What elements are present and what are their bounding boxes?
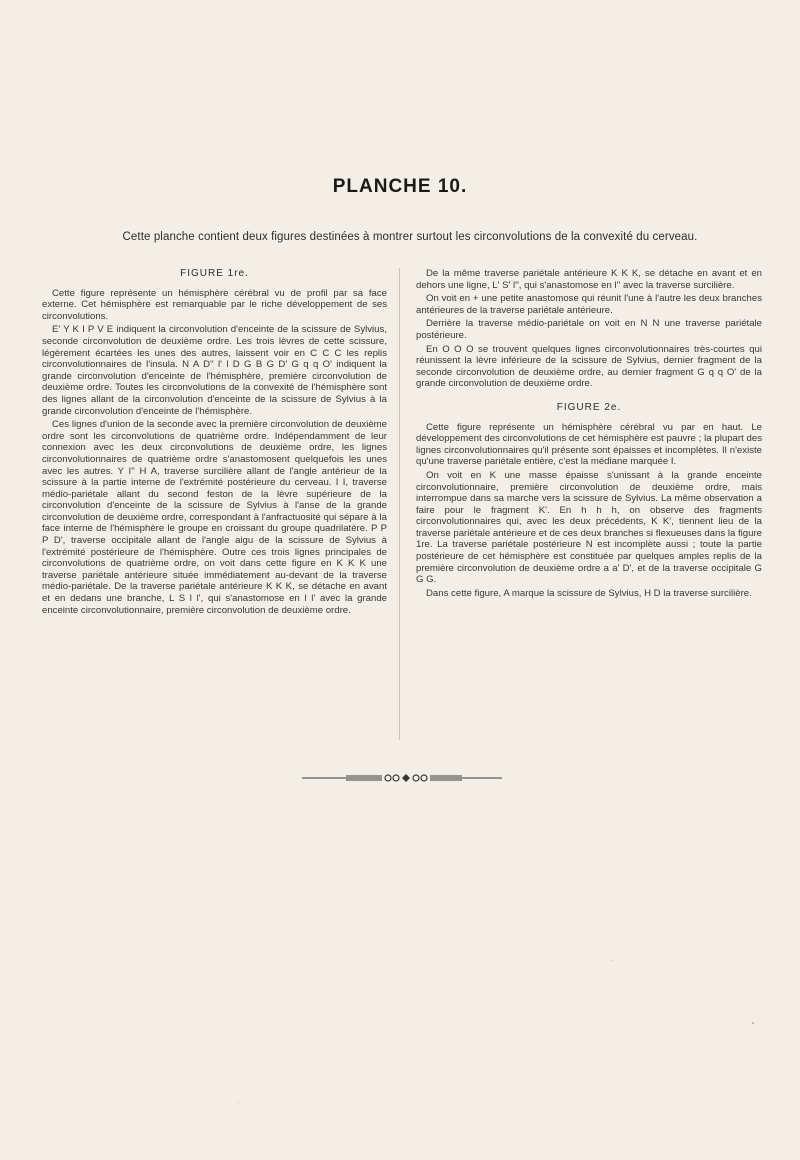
- figure-1-continued-paragraph: On voit en + une petite anastomose qui réunit l'une à l'autre les deux branches antérieures de la traverse pariétale antérieure.: [416, 293, 762, 316]
- figure-2-paragraph: Cette figure représente un hémisphère cérébral vu par en haut. Le développement des circonvolutions de cet hémisphère est pauvre ; la plupart des lignes circonvolutionnaires qu'il présente sont épaisses et incomplètes. Il n'existe qu'une traverse pariétale entière, c'est la médiane marquée I.: [416, 421, 762, 468]
- plate-title: PLANCHE 10.: [332, 176, 468, 197]
- figure-1-paragraph: Ces lignes d'union de la seconde avec la première circonvolution de deuxième ordre sont les circonvolutions de quatrième ordre. Indépendamment de leur connexion avec les deux circonvolutions de deuxième ordre, les lignes circonvolutionnaires de quatrième ordre s'anastomosent quelquefois les unes avec les autres. Y I'' H A, traverse surcilière allant de l'angle antérieur de la scissure à la partie interne de l'extrémité postérieure du cerveau. I I, traverse médio-pariétale allant du second feston de la lèvre supérieure de la circonvolution d'enceinte de la scissure de Sylvius à l'anse de la grande circonvolution de deuxième ordre, correspondant à l'anfractuosité qui sépare à la face interne de l'hémisphère le groupe en croissant du groupe quadrilatère. P P P D', traverse occipitale allant de l'angle aigu de la scissure de Sylvius à l'extrémité postérieure de l'hémisphère. Outre ces trois lignes principales de circonvolutions de quatrième ordre, on voit dans cette figure en K K K une traverse pariétale antérieure située immédiatement au-devant de la traverse médio-pariétale. De la traverse pariétale antérieure K K K, se détache en avant et en dedans une branche, L S l l', qui s'anastomose en l l' avec la grande enceinte circonvolutionnaire, première circonvolution de deuxième ordre.: [42, 419, 387, 616]
- figure-1-paragraph: E' Y K I P V E indiquent la circonvolution d'enceinte de la scissure de Sylvius, seconde circonvolution de deuxième ordre. Les trois lèvres de cette scissure, légèrement écartées les unes des autres, laissent voir en C C C les replis circonvolutionnaires de l'insula. N A D'' l' l D G B G D' G q q O' indiquent la grande circonvolution d'enceinte de l'hémisphère, première circonvolution de deuxième ordre. Toutes les circonvolutions de la convexité de l'hémisphère sont des lignes allant de la circonvolution d'enceinte de la scissure de Sylvius à la grande circonvolution d'enceinte de l'hémisphère.: [42, 324, 387, 417]
- figure-1-continued-paragraph: Derrière la traverse médio-pariétale on voit en N N une traverse pariétale postérieure.: [416, 318, 762, 341]
- column-divider: [399, 268, 400, 740]
- left-column: [42, 268, 387, 618]
- plate-intro: Cette planche contient deux figures destinées à montrer surtout les circonvolutions de la convexité du cerveau.: [122, 231, 698, 243]
- figure-2-heading: FIGURE 2e.: [556, 401, 622, 413]
- paper-speck: [752, 1022, 754, 1024]
- paper-speck: [612, 960, 613, 961]
- figure-2-paragraph: Dans cette figure, A marque la scissure de Sylvius, H D la traverse surcilière.: [426, 587, 752, 599]
- figure-1-heading: FIGURE 1re.: [180, 268, 249, 279]
- figure-1-continued-paragraph: En O O O se trouvent quelques lignes circonvolutionnaires très-courtes qui réunissent la lèvre inférieure de la scissure de Sylvius, dernier fragment de la seconde circonvolution de deuxième ordre, au dernier fragment G q q O' de la grande circonvolution de deuxième ordre.: [416, 343, 762, 390]
- right-column: [416, 268, 762, 601]
- figure-2-paragraph: On voit en K une masse épaisse s'unissant à la grande enceinte circonvolutionnaire, première circonvolution de deuxième ordre, mais interrompue dans sa marche vers la scissure de Sylvius. La même observation a faire pour le fragment K'. En h h h, on observe des fragments circonvolutionnaires qui, avec les deux précédents, K K', tiennent lieu de la traverse pariétale antérieure et de ces deux branches si flexueuses dans la figure 1re. La traverse pariétale postérieure N est incomplète aussi ; toute la partie postérieure de cet hémisphère est constituée par quelques amples replis de la première circonvolution de deuxième ordre a a' D', et de la traverse occipitale G G G.: [416, 469, 762, 586]
- figure-1-continued-paragraph: De la même traverse pariétale antérieure K K K, se détache en avant et en dehors une ligne, L' S' l'', qui s'anastomose en l'' avec la traverse surcilière.: [416, 268, 762, 291]
- figure-1-paragraph: Cette figure représente un hémisphère cérébral vu de profil par sa face externe. Cet hémisphère est remarquable par le riche développement de ses circonvolutions.: [42, 287, 387, 322]
- paper-speck: [238, 1102, 239, 1103]
- decorative-rule-ornament: [302, 771, 502, 785]
